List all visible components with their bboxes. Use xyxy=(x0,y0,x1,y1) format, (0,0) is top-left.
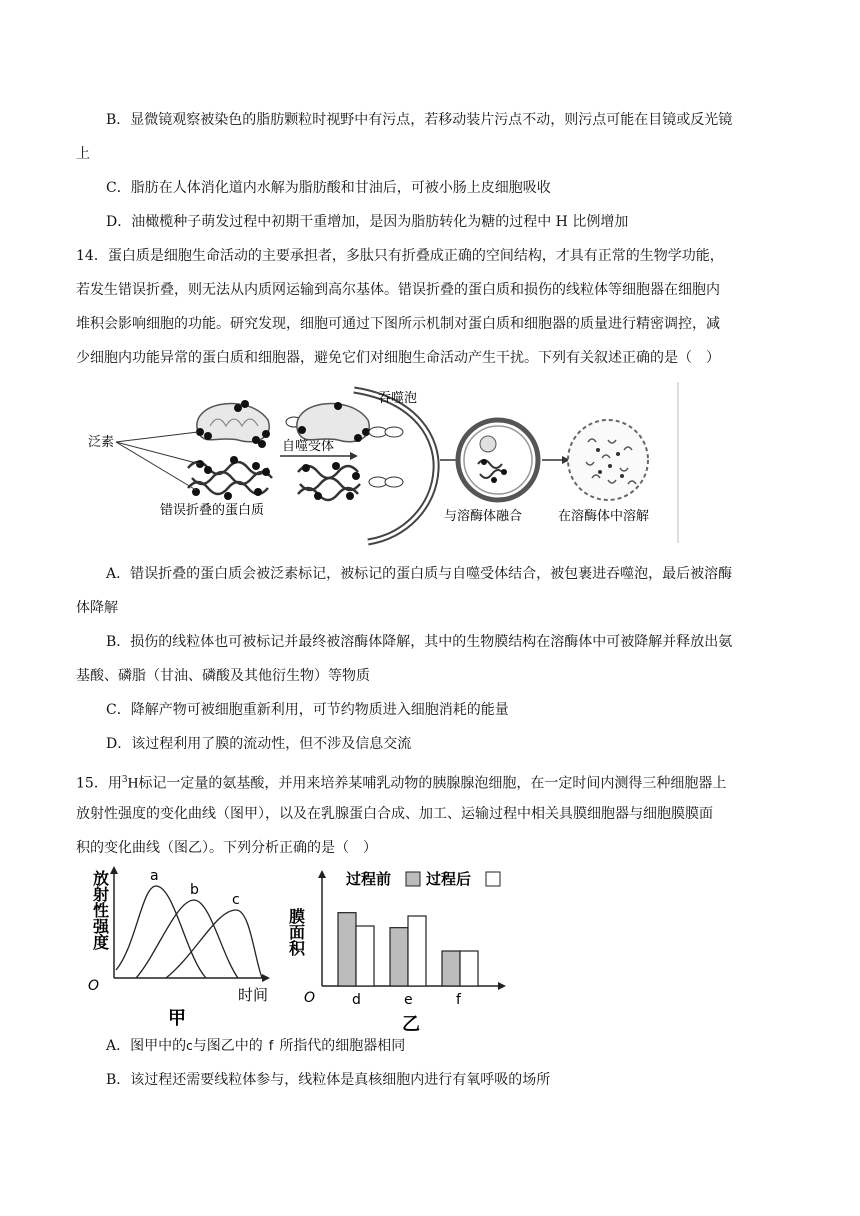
q14-option-a-line1: A．错误折叠的蛋白质会被泛素标记，被标记的蛋白质与自噬受体结合，被包裹进吞噬泡，最后被溶酶 xyxy=(106,566,733,582)
curve-label-a: a xyxy=(150,868,159,884)
tick-label-d: d xyxy=(352,992,361,1008)
figure-yi-bar-chart xyxy=(286,866,516,1036)
q15-option-b: B．该过程还需要线粒体参与，线粒体是真核细胞内进行有氧呼吸的场所 xyxy=(106,1072,551,1088)
curve-label-b: b xyxy=(190,882,199,898)
lysosome-degradation-icon xyxy=(568,420,648,500)
q14-option-b-line1: B．损伤的线粒体也可被标记并最终被溶酶体降解，其中的生物膜结构在溶酶体中可被降解并释放出氨 xyxy=(106,634,733,650)
legend-after-swatch xyxy=(486,872,500,886)
bar-f-after xyxy=(460,951,478,986)
fig-jia-origin: O xyxy=(88,978,100,994)
curve-c xyxy=(166,910,262,978)
legend-before-label: 过程前 xyxy=(346,870,392,888)
fig-yi-ylabel: 膜面积 xyxy=(286,908,306,956)
q15-option-a-f: f xyxy=(268,1039,274,1054)
bar-d-before xyxy=(338,913,356,986)
q15-stem-line2: 放射性强度的变化曲线（图甲），以及在乳腺蛋白合成、加工、运输过程中相关具膜细胞器与细胞膜膜面 xyxy=(76,806,713,822)
label-phagophore: 吞噬泡 xyxy=(378,391,418,406)
fig-jia-xlabel: 时间 xyxy=(238,986,269,1004)
q14-stem-line2: 若发生错误折叠，则无法从内质网运输到高尔基体。错误折叠的蛋白质和损伤的线粒体等细胞器在细胞内 xyxy=(76,282,720,298)
curve-label-c: c xyxy=(232,892,240,908)
curve-b xyxy=(136,900,238,978)
autolysosome-icon xyxy=(458,420,538,500)
fig-jia-ylabel: 放射性强度 xyxy=(90,870,110,950)
q15-stem-text: 标记一定量的氨基酸，并用来培养某哺乳动物的胰腺腺泡细胞，在一定时间内测得三种细胞器上 xyxy=(138,775,727,792)
q15-option-a-c: c xyxy=(186,1039,193,1053)
q14-option-d: D．该过程利用了膜的流动性，但不涉及信息交流 xyxy=(106,736,412,752)
q15-stem-line3: 积的变化曲线（图乙）。下列分析正确的是（ ） xyxy=(76,840,377,856)
q15-option-a-pre: A．图甲中的 xyxy=(106,1038,187,1054)
bar-e-before xyxy=(390,928,408,986)
damaged-mitochondrion-icon xyxy=(196,400,270,448)
label-fusion: 与溶酶体融合 xyxy=(444,509,523,524)
isotope-symbol: H xyxy=(127,775,139,792)
q15-stem-line1 xyxy=(76,770,726,794)
q14-stem-line4: 少细胞内功能异常的蛋白质和细胞器，避免它们对细胞生命活动产生干扰。下列有关叙述正确的是（ ） xyxy=(76,350,720,366)
q15-option-a xyxy=(106,1036,405,1057)
q13-option-d: D．油橄榄种子萌发过程中初期干重增加，是因为脂肪转化为糖的过程中 H 比例增加 xyxy=(106,214,629,230)
q14-option-b-line2: 基酸、磷脂（甘油、磷酸及其他衍生物）等物质 xyxy=(76,668,370,684)
tick-label-e: e xyxy=(404,992,413,1008)
q13-option-b-line1: B．显微镜观察被染色的脂肪颗粒时视野中有污点，若移动装片污点不动，则污点可能在目镜或反光镜 xyxy=(106,112,733,128)
fig-jia-caption: 甲 xyxy=(168,1008,186,1029)
q14-stem-line3: 堆积会影响细胞的功能。研究发现，细胞可通过下图所示机制对蛋白质和细胞器的质量进行精密调控，减 xyxy=(76,316,720,332)
q13-option-b-line2: 上 xyxy=(76,146,90,162)
label-receptor: 自噬受体 xyxy=(282,439,335,454)
fig-yi-caption: 乙 xyxy=(402,1014,420,1035)
tick-label-f: f xyxy=(456,992,461,1008)
legend-before-swatch xyxy=(406,872,420,886)
q14-option-a-line2: 体降解 xyxy=(76,600,118,616)
q14-stem-line1: 14．蛋白质是细胞生命活动的主要承担者，多肽只有折叠成正确的空间结构，才具有正常的生物学功能， xyxy=(76,248,724,264)
misfolded-protein-icon xyxy=(188,456,272,500)
bar-f-before xyxy=(442,951,460,986)
autophagy-diagram xyxy=(88,380,680,545)
legend-after-label: 过程后 xyxy=(426,870,472,888)
label-ubiquitin: 泛素 xyxy=(88,435,115,450)
q14-option-c: C．降解产物可被细胞重新利用，可节约物质进入细胞消耗的能量 xyxy=(106,702,509,718)
bar-d-after xyxy=(356,926,374,986)
label-dissolve: 在溶酶体中溶解 xyxy=(558,509,650,524)
label-misfolded-protein: 错误折叠的蛋白质 xyxy=(160,503,265,518)
figure-jia-curves xyxy=(76,866,286,1029)
q15-option-a-mid: 与图乙中的 xyxy=(192,1038,263,1054)
isotope-superscript: 3 xyxy=(121,775,128,785)
q15-option-a-post: 所指代的细胞器相同 xyxy=(279,1038,406,1054)
q13-option-c: C．脂肪在人体消化道内水解为脂肪酸和甘油后，可被小肠上皮细胞吸收 xyxy=(106,180,551,196)
q15-number: 15．用 xyxy=(76,775,122,792)
bar-e-after xyxy=(408,916,426,986)
fig-yi-origin: O xyxy=(304,990,316,1006)
